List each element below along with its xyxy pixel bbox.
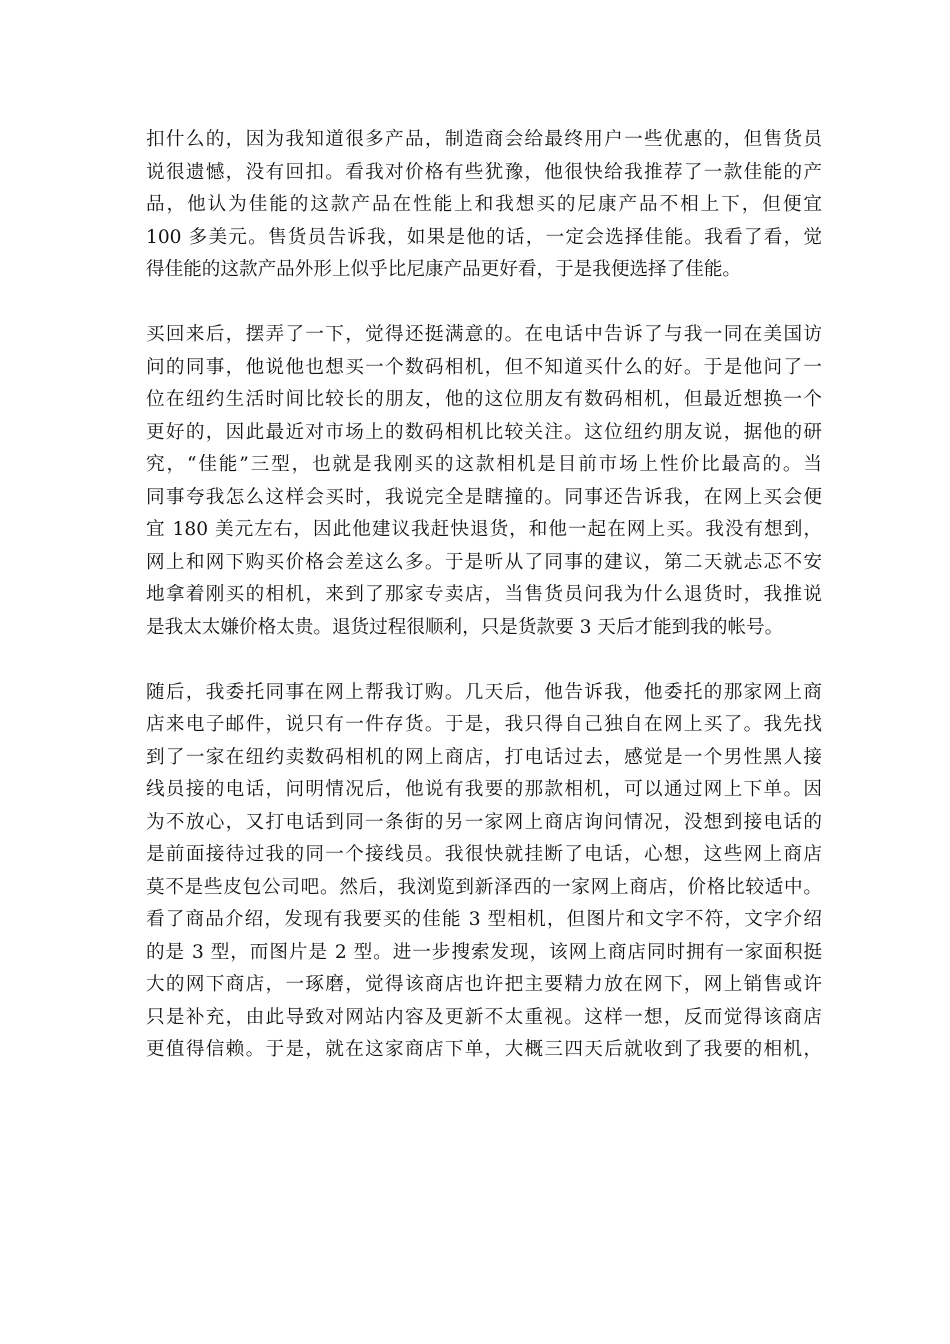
text-line: 品，他认为佳能的这款产品在性能上和我想买的尼康产品不相上下，但便宜 [146,194,822,215]
text-line: 大的网下商店，一琢磨，觉得该商店也许把主要精力放在网下，网上销售或许 [146,974,822,995]
text-line: 线员接的电话，问明情况后，他说有我要的那款相机，可以通过网上下单。因 [146,779,822,800]
text-line: 地拿着刚买的相机，来到了那家专卖店，当售货员问我为什么退货时，我推说 [146,584,822,605]
text-line: 100 多美元。售货员告诉我，如果是他的话，一定会选择佳能。我看了看，觉 [146,226,822,248]
text-line: 更好的，因此最近对市场上的数码相机比较关注。这位纽约朋友说，据他的研 [146,421,822,443]
text-line: 只是补充，由此导致对网站内容及更新不太重视。这样一想，反而觉得该商店 [146,1006,822,1028]
paragraph-2 [146,319,822,644]
text-line: 买回来后，摆弄了一下，觉得还挺满意的。在电话中告诉了与我一同在美国访 [146,324,822,345]
text-line: 莫不是些皮包公司吧。然后，我浏览到新泽西的一家网上商店，价格比较适中。 [146,876,822,898]
text-line: 问的同事，他说他也想买一个数码相机，但不知道买什么的好。于是他问了一 [146,356,822,378]
paragraph-1 [146,124,822,287]
text-line: 到了一家在纽约卖数码相机的网上商店，打电话过去，感觉是一个男性黑人接 [146,746,822,768]
text-line: 说很遗憾，没有回扣。看我对价格有些犹豫，他很快给我推荐了一款佳能的产 [146,161,822,183]
text-line: 得佳能的这款产品外形上似乎比尼康产品更好看，于是我便选择了佳能。 [146,259,742,280]
text-line: 同事夸我怎么这样会买时，我说完全是瞎撞的。同事还告诉我，在网上买会便 [146,486,822,508]
text-line: 为不放心，又打电话到同一条街的另一家网上商店询问情况，没想到接电话的 [146,811,822,833]
text-line: 位在纽约生活时间比较长的朋友，他的这位朋友有数码相机，但最近想换一个 [146,389,822,410]
text-line: 是前面接待过我的同一个接线员。我很快就挂断了电话，心想，这些网上商店 [146,844,822,865]
text-line: 宜 180 美元左右，因此他建议我赶快退货，和他一起在网上买。我没有想到， [146,519,822,540]
text-line: 看了商品介绍，发现有我要买的佳能 3 型相机，但图片和文字不符，文字介绍 [146,909,822,930]
text-line: 扣什么的，因为我知道很多产品，制造商会给最终用户一些优惠的，但售货员 [146,129,822,150]
text-line: 是我太太嫌价格太贵。退货过程很顺利，只是货款要 3 天后才能到我的帐号。 [146,616,784,638]
text-line: 随后，我委托同事在网上帮我订购。几天后，他告诉我，他委托的那家网上商 [146,681,822,703]
text-line: 店来电子邮件，说只有一件存货。于是，我只得自己独自在网上买了。我先找 [146,714,822,735]
text-line: 的是 3 型，而图片是 2 型。进一步搜索发现，该网上商店同时拥有一家面积挺 [146,941,822,963]
paragraph-3 [146,677,822,1067]
document-body [146,124,822,1099]
text-line: 究，“佳能”三型，也就是我刚买的这款相机是目前市场上性价比最高的。当 [146,454,822,475]
text-line: 网上和网下购买价格会差这么多。于是听从了同事的建议，第二天就忐忑不安 [146,551,822,573]
text-line: 更值得信赖。于是，就在这家商店下单，大概三四天后就收到了我要的相机， [146,1039,822,1060]
